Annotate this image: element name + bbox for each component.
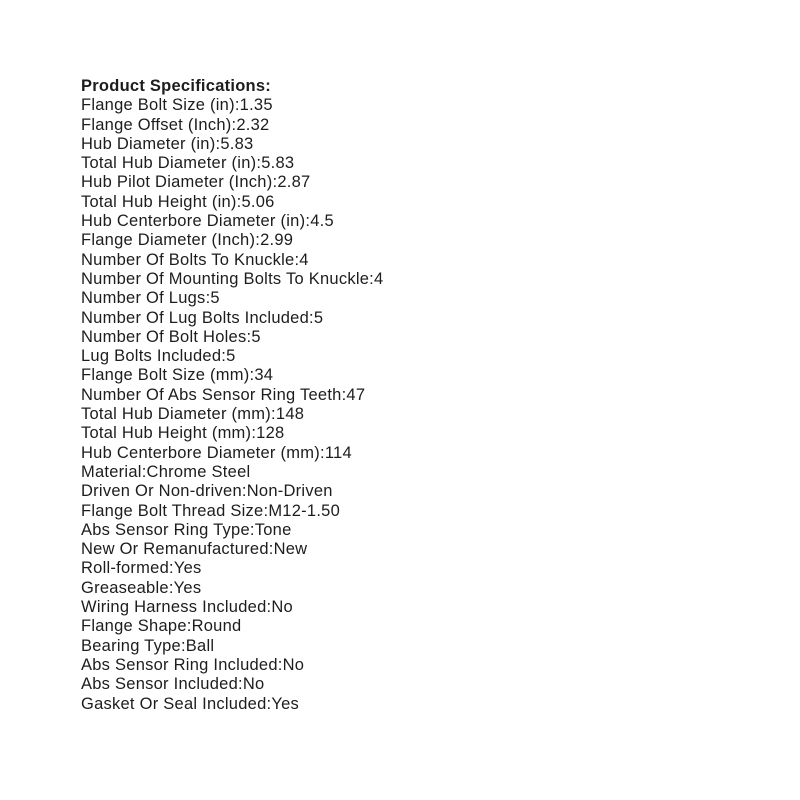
spec-label: Hub Centerbore Diameter (mm) [81,443,320,462]
spec-separator: : [238,675,243,694]
spec-value: 2.32 [236,115,270,134]
spec-value: 1.35 [239,96,273,115]
spec-label: Driven Or Non-driven [81,482,242,501]
spec-row [81,173,741,192]
spec-row [81,656,741,675]
spec-separator: : [268,540,274,559]
spec-separator: : [271,405,276,424]
spec-value: 4 [374,269,384,288]
spec-value: No [242,675,265,694]
spec-label: Abs Sensor Included [81,675,239,694]
spec-row [81,270,741,289]
spec-row [81,695,741,714]
spec-value: 128 [256,424,285,443]
spec-value: 34 [254,366,274,385]
spec-value: 5 [210,289,220,308]
spec-value: 5.83 [220,134,254,153]
spec-separator: : [241,482,247,501]
spec-row [81,617,741,636]
spec-list [81,96,741,714]
spec-row [81,540,741,559]
spec-value: No [282,655,305,674]
spec-value: Non-Driven [246,482,333,501]
spec-value: 47 [346,385,366,404]
spec-value: M12-1.50 [268,501,341,520]
spec-value: No [271,598,293,617]
spec-value: Yes [173,578,202,597]
spec-label: Number Of Lugs [81,289,206,308]
spec-separator: : [369,269,375,288]
spec-separator: : [205,289,211,308]
spec-value: Round [191,617,242,636]
spec-value: 2.87 [277,173,311,192]
spec-row [81,231,741,250]
spec-separator: : [341,385,347,404]
spec-separator: : [169,559,174,578]
spec-value: Ball [185,636,215,655]
spec-label: Greaseable [81,578,169,597]
spec-row [81,405,741,424]
spec-label: Number Of Bolts To Knuckle [81,250,295,269]
spec-label: Hub Diameter (in) [81,134,216,153]
spec-value: 5.83 [261,154,295,173]
spec-row [81,289,741,308]
spec-label: Hub Centerbore Diameter (in) [81,212,306,231]
spec-label: Material [81,462,142,481]
spec-separator: : [234,96,240,115]
spec-value: 114 [324,443,352,462]
spec-row [81,366,741,385]
spec-separator: : [141,462,147,481]
spec-value: 2.99 [260,231,294,250]
spec-row [81,424,741,443]
spec-label: Abs Sensor Ring Included [81,655,278,674]
spec-label: Abs Sensor Ring Type [81,520,250,539]
spec-separator: : [168,578,174,597]
spec-separator: : [249,366,255,385]
spec-row [81,675,741,694]
spec-row [81,347,741,366]
spec-label: Lug Bolts Included [81,347,222,366]
spec-separator: : [236,192,242,211]
spec-label: Flange Bolt Size (in) [81,96,235,115]
product-specifications-section [81,77,741,714]
spec-label: Flange Bolt Thread Size [81,501,264,520]
spec-separator: : [215,134,221,153]
spec-value: 5 [251,327,261,346]
spec-label: Number Of Bolt Holes [81,327,247,346]
spec-value: Yes [271,694,300,713]
spec-separator: : [180,636,186,655]
spec-separator: : [251,424,257,443]
spec-label: Total Hub Diameter (mm) [81,405,272,424]
spec-row [81,637,741,656]
spec-row [81,251,741,270]
spec-row [81,444,741,463]
spec-label: Wiring Harness Included [81,598,267,617]
spec-label: Number Of Abs Sensor Ring Teeth [81,385,342,404]
spec-separator: : [277,655,283,674]
spec-row [81,309,741,328]
spec-separator: : [294,250,300,269]
spec-separator: : [266,694,272,713]
spec-label: Total Hub Height (mm) [81,424,252,443]
spec-value: 4.5 [310,212,334,231]
spec-row [81,521,741,540]
spec-label: Total Hub Height (in) [81,192,237,211]
spec-separator: : [319,443,325,462]
product-specifications-title: Product Specifications: [81,77,272,95]
spec-value: 148 [275,405,305,424]
spec-separator: : [272,173,278,192]
spec-label: Flange Shape [81,617,187,636]
spec-label: Flange Diameter (Inch) [81,231,256,250]
spec-label: Flange Bolt Size (mm) [81,366,250,385]
spec-row [81,502,741,521]
spec-row [81,96,741,115]
spec-row [81,482,741,501]
spec-separator: : [266,598,272,617]
spec-separator: : [263,501,269,520]
spec-label: Bearing Type [81,636,181,655]
spec-value: 5 [226,347,236,366]
spec-separator: : [249,520,255,539]
spec-separator: : [256,154,262,173]
spec-value: 5.06 [241,192,275,211]
spec-label: Gasket Or Seal Included [81,694,267,713]
spec-value: Chrome Steel [146,462,251,481]
spec-row [81,116,741,135]
spec-separator: : [305,212,311,231]
spec-row [81,579,741,598]
spec-separator: : [255,231,261,250]
spec-separator: : [246,327,252,346]
spec-row [81,212,741,231]
spec-row [81,559,741,578]
spec-value: New [273,540,308,559]
spec-label: Flange Offset (Inch) [81,115,232,134]
spec-label: Roll-formed [81,559,170,578]
spec-row [81,154,741,173]
spec-value: 4 [299,250,309,269]
spec-separator: : [231,115,237,134]
spec-row [81,135,741,154]
spec-row [81,598,741,617]
spec-separator: : [221,347,227,366]
spec-row [81,386,741,405]
spec-value: Yes [173,559,202,578]
spec-label: Number Of Mounting Bolts To Knuckle [81,269,370,288]
spec-label: Total Hub Diameter (in) [81,154,257,173]
spec-row [81,328,741,347]
spec-label: Number Of Lug Bolts Included [81,308,310,327]
spec-value: 5 [313,308,324,327]
spec-separator: : [186,617,192,636]
spec-row [81,463,741,482]
spec-label: Hub Pilot Diameter (Inch) [81,173,273,192]
spec-label: New Or Remanufactured [81,540,269,559]
spec-row [81,193,741,212]
spec-separator: : [309,308,314,327]
spec-value: Tone [254,520,292,539]
